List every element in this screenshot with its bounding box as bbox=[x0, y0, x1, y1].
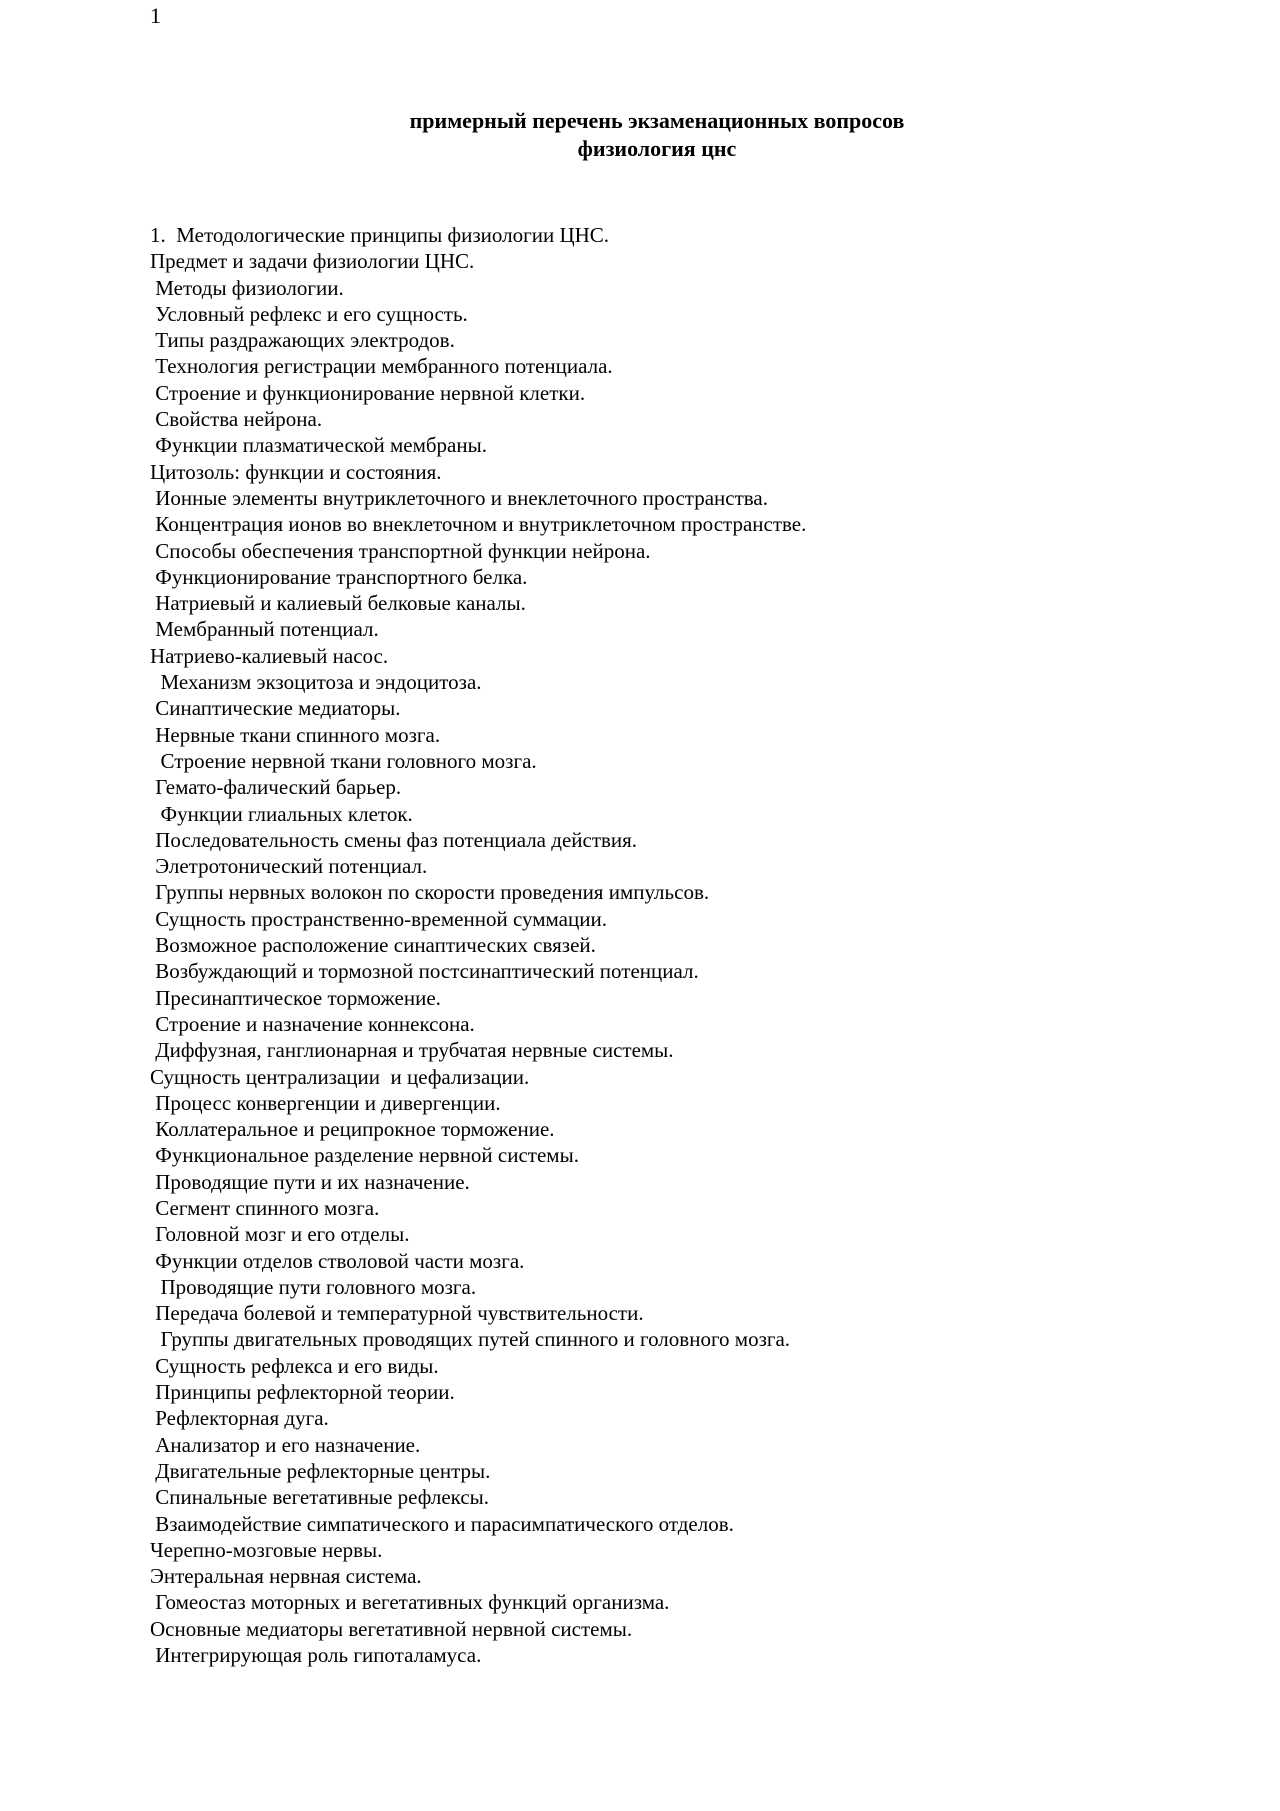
question-item: Гомеостаз моторных и вегетативных функций организма. bbox=[150, 1590, 670, 1615]
question-item: Функции плазматической мембраны. bbox=[150, 433, 487, 458]
question-item: Натриево-калиевый насос. bbox=[150, 643, 389, 668]
question-item: Сущность рефлекса и его виды. bbox=[150, 1353, 439, 1378]
question-item: Двигательные рефлекторные центры. bbox=[150, 1458, 491, 1483]
question-item: Передача болевой и температурной чувствительности. bbox=[150, 1301, 644, 1326]
question-item: Проводящие пути и их назначение. bbox=[150, 1169, 470, 1194]
question-item: Функционирование транспортного белка. bbox=[150, 564, 528, 589]
question-item: Способы обеспечения транспортной функции нейрона. bbox=[150, 538, 651, 563]
question-item: Сущность централизации и цефализации. bbox=[150, 1064, 530, 1089]
question-item: Черепно-мозговые нервы. bbox=[150, 1537, 383, 1562]
question-list bbox=[150, 222, 806, 1668]
question-item: Возможное расположение синаптических связей. bbox=[150, 933, 596, 958]
question-item: Типы раздражающих электродов. bbox=[150, 328, 455, 353]
page-number: 1 bbox=[150, 3, 161, 28]
question-item: Функциональное разделение нервной системы. bbox=[150, 1143, 579, 1168]
question-item: Функции глиальных клеток. bbox=[150, 801, 413, 826]
question-item: Условный рефлекс и его сущность. bbox=[150, 301, 468, 326]
question-item: Проводящие пути головного мозга. bbox=[150, 1274, 477, 1299]
question-item: Взаимодействие симпатического и парасимпатического отделов. bbox=[150, 1511, 734, 1536]
question-item: Предмет и задачи физиологии ЦНС. bbox=[150, 249, 475, 274]
question-item: Строение и назначение коннексона. bbox=[150, 1011, 475, 1036]
title-line-2: физиология цнс bbox=[577, 136, 737, 161]
question-item: Коллатеральное и реципрокное торможение. bbox=[150, 1117, 555, 1142]
question-item: Диффузная, ганглионарная и трубчатая нервные системы. bbox=[150, 1038, 674, 1063]
question-item: Ионные элементы внутриклеточного и внеклеточного пространства. bbox=[150, 485, 768, 510]
question-item: Строение нервной ткани головного мозга. bbox=[150, 748, 537, 773]
question-item: Группы двигательных проводящих путей спинного и головного мозга. bbox=[150, 1327, 791, 1352]
question-item: Нервные ткани спинного мозга. bbox=[150, 722, 441, 747]
question-item: Принципы рефлекторной теории. bbox=[150, 1380, 455, 1405]
question-item: Гемато-фалический барьер. bbox=[150, 775, 402, 800]
question-item: Функции отделов стволовой части мозга. bbox=[150, 1248, 525, 1273]
question-item: Сущность пространственно-временной суммации. bbox=[150, 906, 607, 931]
question-item: Концентрация ионов во внеклеточном и внутриклеточном пространстве. bbox=[150, 512, 807, 537]
question-item: Головной мозг и его отделы. bbox=[150, 1222, 410, 1247]
question-item: Спинальные вегетативные рефлексы. bbox=[150, 1485, 490, 1510]
question-item: Группы нервных волокон по скорости проведения импульсов. bbox=[150, 880, 710, 905]
question-item: Синаптические медиаторы. bbox=[150, 696, 401, 721]
question-item: Сегмент спинного мозга. bbox=[150, 1195, 380, 1220]
question-item: Процесс конвергенции и дивергенции. bbox=[150, 1090, 501, 1115]
question-item: Пресинаптическое торможение. bbox=[150, 985, 441, 1010]
question-item: Возбуждающий и тормозной постсинаптический потенциал. bbox=[150, 959, 699, 984]
question-item: Основные медиаторы вегетативной нервной системы. bbox=[150, 1616, 633, 1641]
question-item: Рефлекторная дуга. bbox=[150, 1406, 329, 1431]
question-item: Мембранный потенциал. bbox=[150, 617, 379, 642]
question-item: Энтеральная нервная система. bbox=[150, 1564, 422, 1589]
question-item: Последовательность смены фаз потенциала действия. bbox=[150, 827, 638, 852]
title-line-1: примерный перечень экзаменационных вопросов bbox=[409, 108, 905, 133]
question-item: Механизм экзоцитоза и эндоцитоза. bbox=[150, 670, 482, 695]
question-item: Строение и функционирование нервной клетки. bbox=[150, 380, 586, 405]
question-item: Анализатор и его назначение. bbox=[150, 1432, 421, 1457]
question-item: Цитозоль: функции и состояния. bbox=[150, 459, 442, 484]
question-item: Элетротонический потенциал. bbox=[150, 854, 428, 879]
question-item: Методы физиологии. bbox=[150, 275, 344, 300]
question-item: 1. Методологические принципы физиологии ЦНС. bbox=[150, 223, 610, 247]
question-item: Натриевый и калиевый белковые каналы. bbox=[150, 591, 526, 616]
document-title bbox=[0, 107, 1280, 163]
question-item: Технология регистрации мембранного потенциала. bbox=[150, 354, 613, 379]
question-item: Свойства нейрона. bbox=[150, 407, 323, 432]
question-item: Интегрирующая роль гипоталамуса. bbox=[150, 1643, 482, 1668]
